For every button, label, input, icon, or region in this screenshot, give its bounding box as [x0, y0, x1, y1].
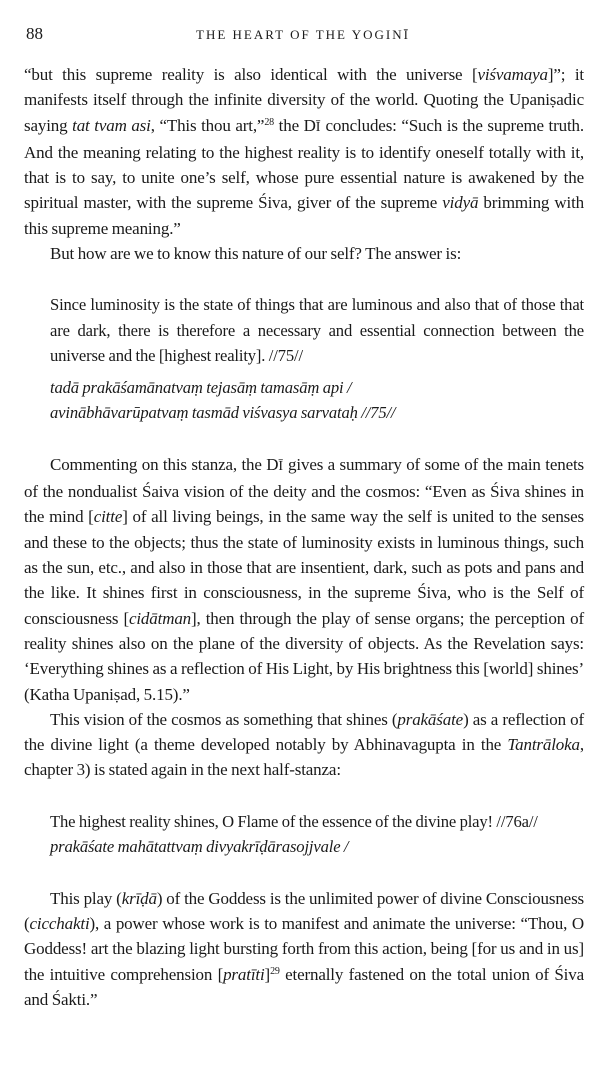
paragraph-1: “but this supreme reality is also identical with the universe [viśvamaya]”; it manifests itself through the infinite diversity of the world. Quoting the Upaniṣadic saying tat tvam asi, “This thou art,”$^{28}$ the DĪ concludes: “Such is the supreme truth. And the meaning relating to the highest reality is to identify oneself totally with it, that is to say, to unite one’s self, whose pure essential nature is awakened by the spiritual master, with the supreme Śiva, giver of the supreme vidyā brimming with this supreme meaning.” — [24, 65, 585, 238]
stanza-76a-translation: The highest reality shines, O Flame of the essence of the divine play! //76a// — [50, 811, 538, 831]
term: cicchakti — [29, 914, 90, 934]
work-title: Tantrāloka — [507, 735, 580, 755]
page-header — [26, 24, 580, 46]
stanza-75-sanskrit-line-2: avinābhāvarūpatvaṃ tasmād viśvasya sarvataḥ //75// — [50, 403, 396, 423]
stanza-76a — [50, 809, 584, 860]
term: tat tvam asi — [72, 115, 151, 135]
stanza-76a-sanskrit-line-1: prakāśate mahātattvaṃ divyakrīḍārasojjvale / — [50, 837, 349, 857]
stanza-75-translation: Since luminosity is the state of things that are luminous and also that of those that are dark, there is therefore a necessary and essential connection between the universe and the [highest reality]. //75// — [50, 295, 584, 366]
paragraph-4: This vision of the cosmos as something that shines (prakāśate) as a reflection of the divine light (a theme developed notably by Abhinavagupta in the Tantrāloka, chapter 3) is stated again in the next half-stanza: — [24, 709, 584, 780]
running-head: THE HEART OF THE YOGINĪ — [196, 27, 410, 42]
paragraph-5: This play (krīḍā) of the Goddess is the unlimited power of divine Consciousness (cicchakti), a power whose work is to manifest and animate the universe: “Thou, O Goddess! art the blazing light bursting forth from this action, being [for us and in us] the intuitive comprehension [pratīti]$^{29}$ eternally fastened on the total union of Śiva and Śakti.” — [24, 888, 584, 1009]
term: cidātman — [128, 608, 192, 628]
footnote-ref-28[interactable]: 28 — [264, 116, 275, 128]
term: prakāśate — [397, 709, 464, 729]
term: krīḍā — [121, 888, 157, 908]
term: citte — [93, 507, 123, 527]
paragraph-3: Commenting on this stanza, the DĪ gives a summary of some of the main tenets of the nondualist Śaiva vision of the deity and the cosmos: “Even as Śiva shines in the mind [citte] of all living beings, in the same way the self is united to the senses and these to the objects; thus the state of luminosity exists in luminous things, such as the sun, etc., and also in those that are insentient, dark, such as pots and pans and the like. It shines first in consciousness, in the supreme Śiva, who is the Self of consciousness [cidātman], then through the play of sense organs; the perception of reality shines also on the plane of the diversity of objects. As the Revelation says: ‘Everything shines as a reflection of His Light, by His brightness this [world] shines’ (Katha Upaniṣad, 5.15).” — [24, 454, 585, 704]
term: pratīti — [223, 964, 265, 984]
term: viśvamaya — [477, 65, 548, 84]
page-body — [24, 62, 584, 1012]
stanza-75-sanskrit-line-1: tadā prakāśamānatvaṃ tejasāṃ tamasāṃ api / — [50, 377, 352, 397]
stanza-75 — [50, 292, 584, 426]
page-number: 88 — [26, 24, 43, 43]
footnote-ref-29[interactable]: 29 — [270, 965, 280, 977]
paragraph-2: But how are we to know this nature of our self? The answer is: — [50, 244, 462, 264]
term: vidyā — [442, 193, 479, 213]
